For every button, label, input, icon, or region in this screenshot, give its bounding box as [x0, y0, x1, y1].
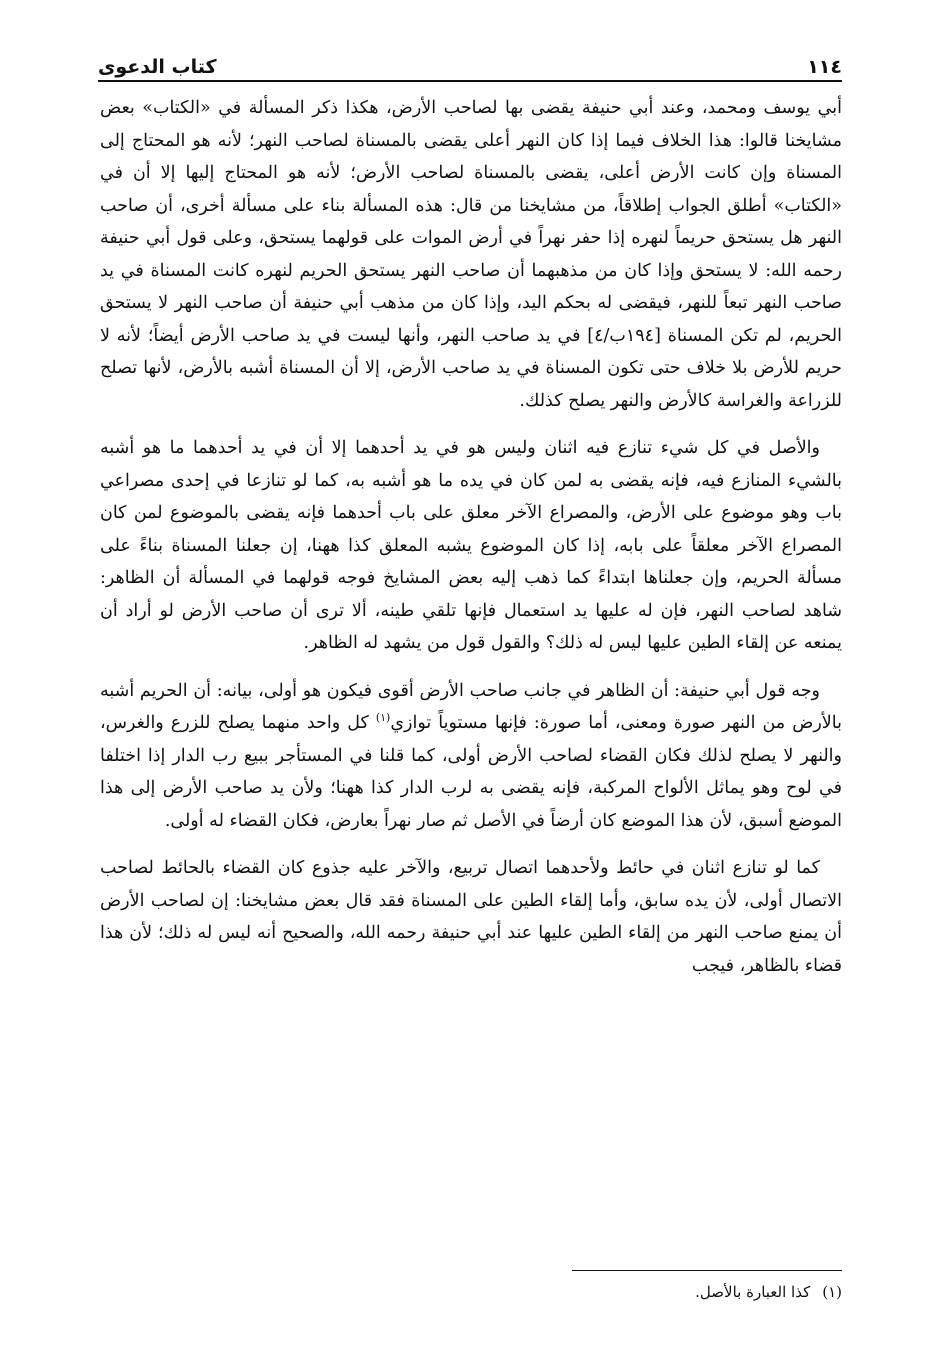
footnote: [695, 1283, 842, 1301]
page-header: [98, 38, 842, 78]
paragraph-text: والأصل في كل شيء تنازع فيه اثنان وليس هو في يد أحدهما إلا أن في يد أحدهما ما هو أشبه بالشيء المنازع فيه، فإنه يقضى به لمن كان في يده ما هو أشبه به، كما لو تنازعا في إحدى مصراعي باب وهو موضوع على الأرض، والمصراع الآخر معلق على باب أحدهما فإنه يقضى بالموضوع لمن كان المصراع الآخر معلقاً على بابه، إذا كان الموضوع يشبه المعلق كذا ههنا، إن جعلنا المسناة بناءً على مسألة الحريم، وإن جعلناها ابتداءً كما ذهب إليه بعض المشايخ فوجه قولهما في المسألة أن الظاهر: شاهد لصاحب النهر، فإن له عليها يد استعمال فإنها تلقي طينه، ألا ترى أن صاحب الأرض لو أراد أن يمنعه عن إلقاء الطين عليها ليس له ذلك؟ والقول قول من يشهد له الظاهر.: [100, 438, 842, 653]
page-number: ١١٤: [807, 56, 842, 78]
footnote-text: كذا العبارة بالأصل.: [695, 1283, 811, 1301]
paragraph-text: كما لو تنازع اثنان في حائط ولأحدهما اتصال تربيع، والآخر عليه جذوع كان القضاء بالحائط لصاحب الاتصال أولى، لأن يده سابق، وأما إلقاء الطين على المسناة فقد قال بعض مشايخنا: إن لصاحب الأرض أن يمنع صاحب النهر من إلقاء الطين عليها عند أبي حنيفة رحمه الله، والصحيح أنه ليس له ذلك؛ لأن هذا قضاء بالظاهر، فيجب: [100, 858, 842, 976]
book-title: كتاب الدعوى: [98, 56, 217, 78]
paragraph-4: [100, 852, 842, 982]
footnote-marker[interactable]: (١): [375, 711, 391, 725]
header-rule: [98, 80, 842, 82]
footnote-rule: [572, 1270, 842, 1271]
footnote-number: (١): [822, 1283, 842, 1301]
paragraph-1: [100, 92, 842, 417]
paragraph-3: [100, 675, 842, 838]
paragraph-text: كل واحد منهما يصلح للزرع والغرس، والنهر لا يصلح لذلك فكان القضاء لصاحب الأرض أولى، كما قلنا في المستأجر ببيع رب الدار إذا اختلفا في لوح وهو يماثل الألواح المركبة، فإنه يقضى به لرب الدار كذا ههنا؛ ولأن يد صاحب الأرض إلى هذا الموضع أسبق، لأن هذا الموضع كان أرضاً في الأصل ثم صار نهراً بعارض، فكان القضاء له أولى.: [100, 713, 842, 831]
paragraph-text: وجه قول أبي حنيفة: أن الظاهر في جانب صاحب الأرض أقوى فيكون هو أولى، بيانه: أن الحريم أشبه بالأرض من النهر صورة ومعنى، أما صورة: فإنها مستوياً توازي: [100, 680, 842, 733]
paragraph-text: أبي يوسف ومحمد، وعند أبي حنيفة يقضى بها لصاحب الأرض، هكذا ذكر المسألة في «الكتاب» بعض مشايخنا قالوا: هذا الخلاف فيما إذا كان النهر أعلى يقضى بالمسناة لصاحب النهر؛ لأنه هو المحتاج إلى المسناة وإن كانت الأرض أعلى، يقضى بالمسناة لصاحب الأرض؛ لأنه هو المحتاج إليها إلا أن في «الكتاب» أطلق الجواب إطلاقاً، من مشايخنا من قال: هذه المسألة بناء على مسألة أخرى، أن صاحب النهر هل يستحق حريماً لنهره إذا حفر نهراً في أرض الموات على قولهما يستحق، وعلى قول أبي حنيفة رحمه الله: لا يستحق وإذا كان من مذهبهما أن صاحب النهر يستحق الحريم لنهره كانت المسناة في يد صاحب النهر تبعاً للنهر، فيقضى له بحكم اليد، وإذا كان من مذهب أبي حنيفة أن صاحب النهر لا يستحق الحريم، لم تكن المسناة [١٩٤ب/٤] في يد صاحب النهر، وأنها ليست في يد صاحب الأرض أيضاً؛ لأنه لا حريم للأرض بلا خلاف حتى تكون المسناة في يد صاحب الأرض، إلا أن المسناة أشبه بالأرض، لأنها تصلح للزراعة والغراسة كالأرض والنهر يصلح كذلك.: [100, 98, 842, 411]
main-text: [100, 92, 842, 997]
paragraph-2: [100, 432, 842, 660]
